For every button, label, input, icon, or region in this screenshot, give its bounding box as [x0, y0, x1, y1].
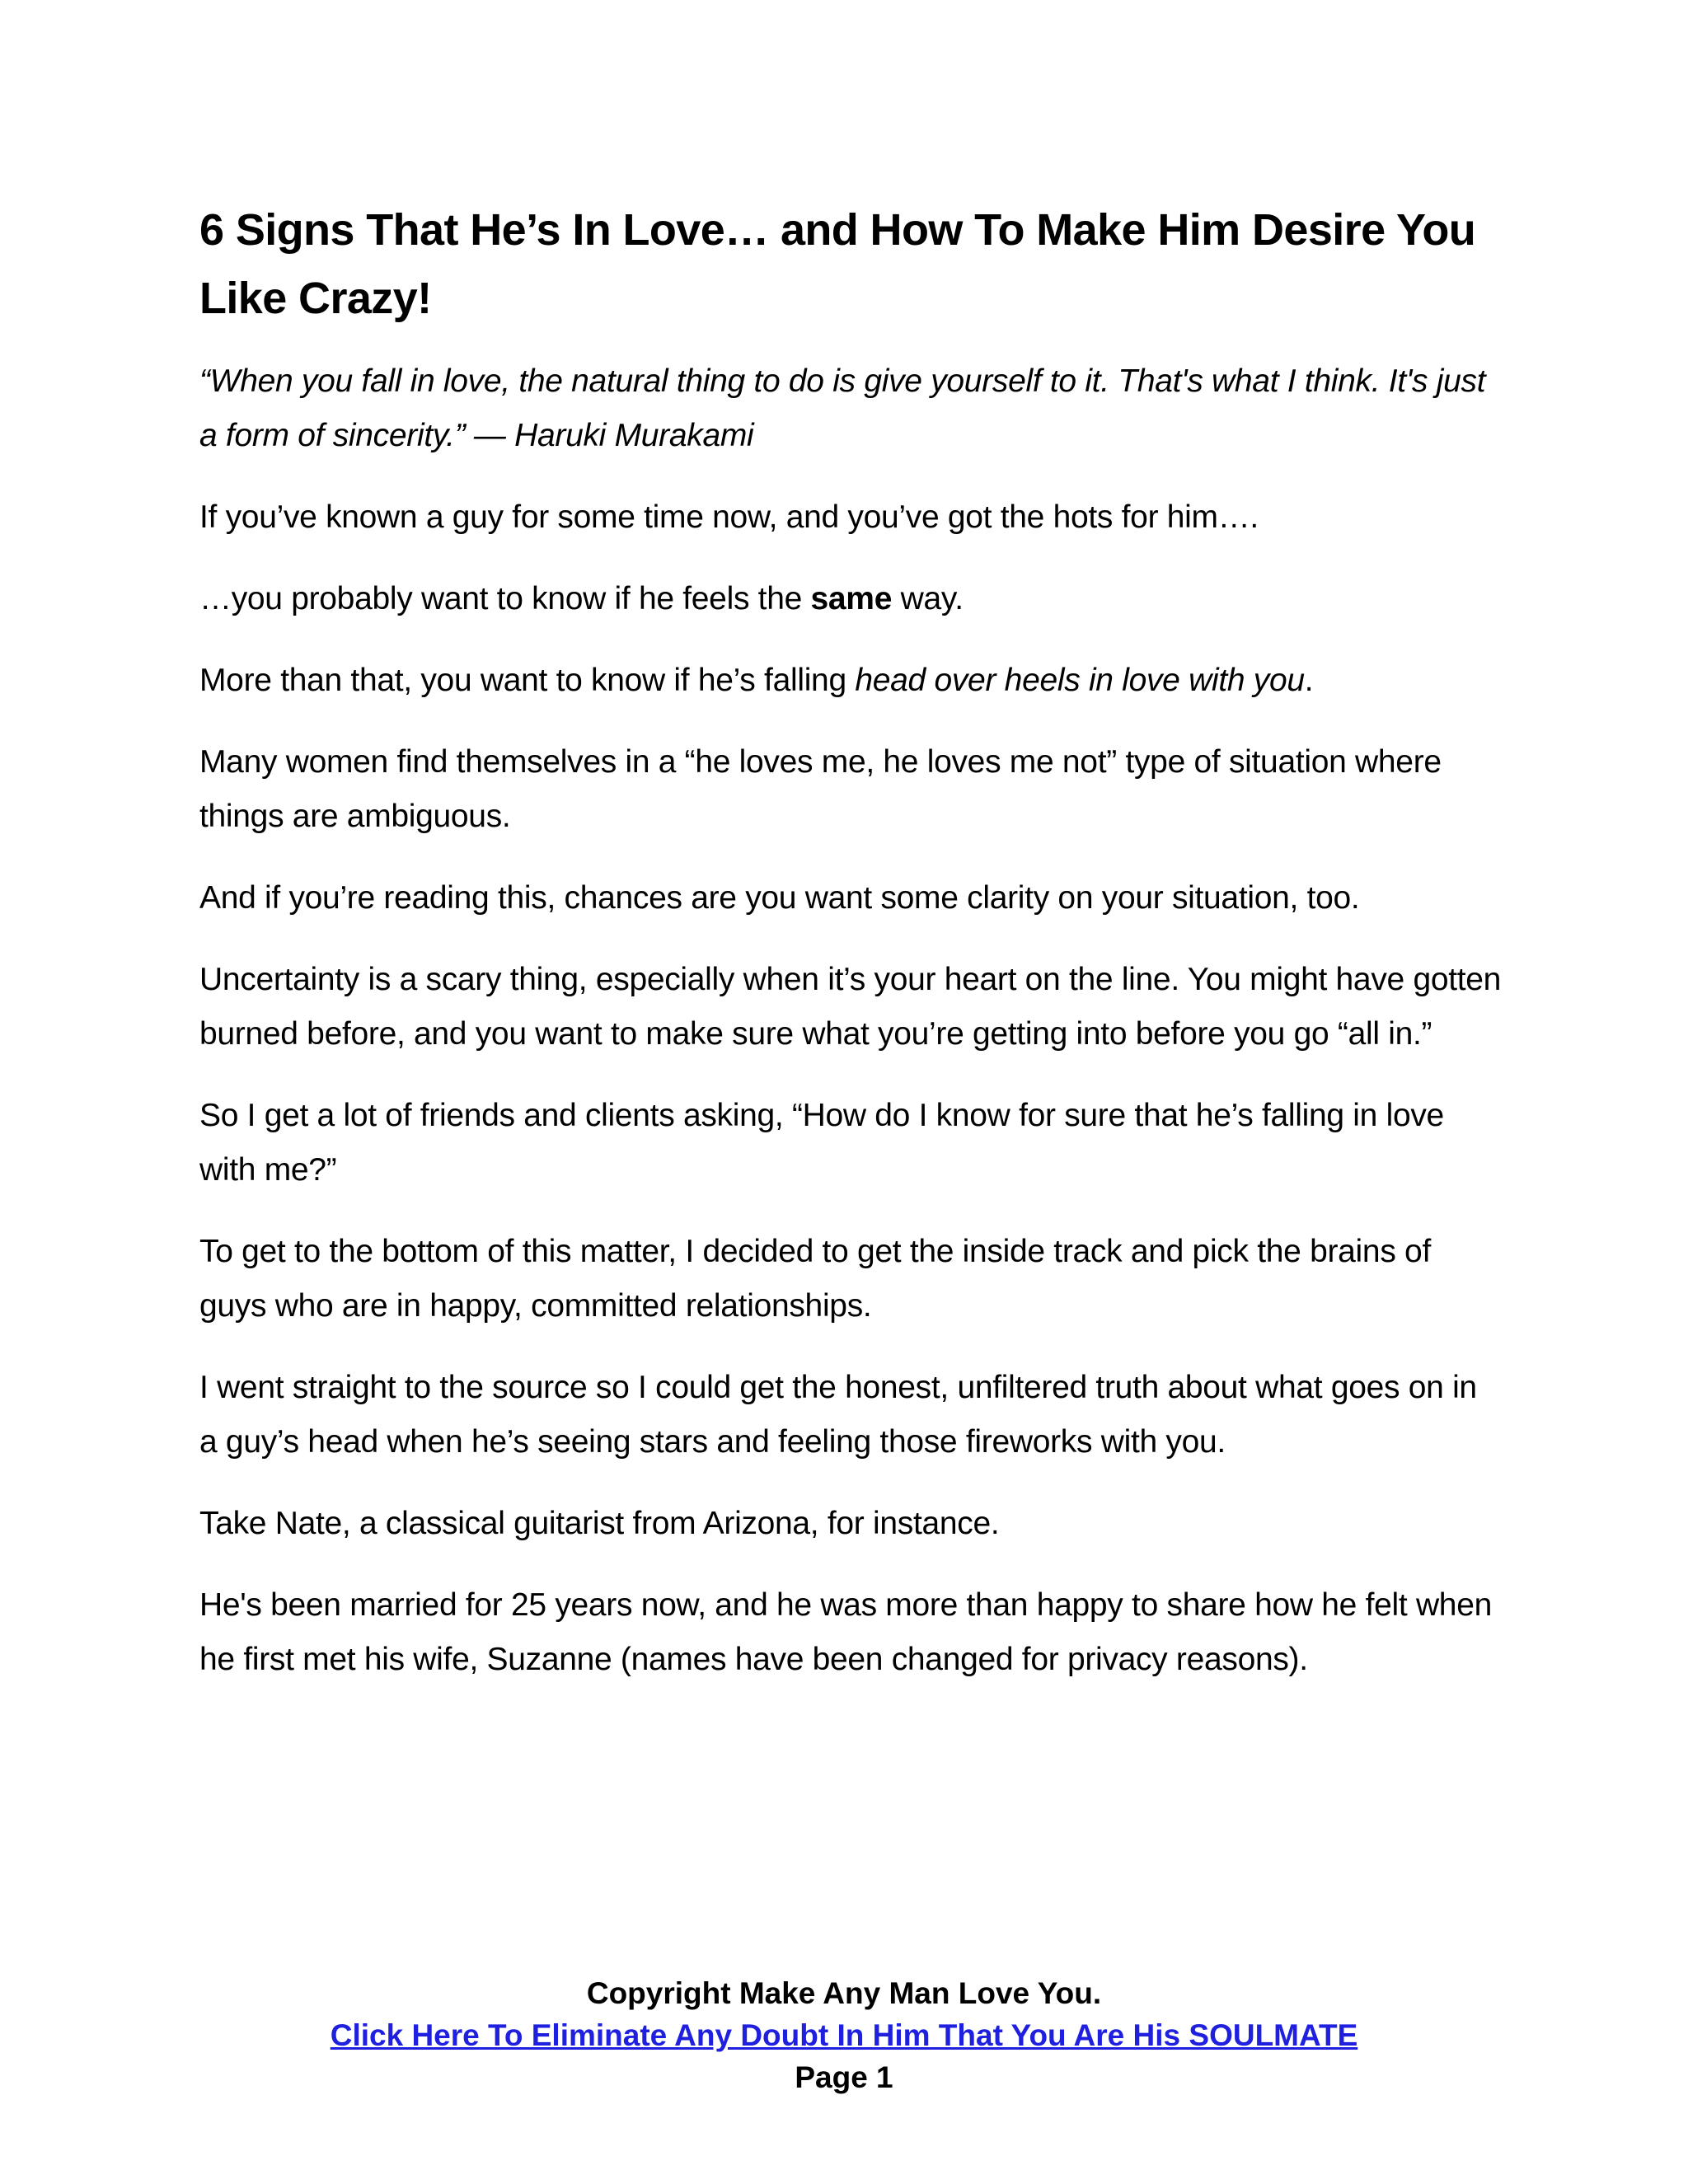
paragraph-5: And if you’re reading this, chances are you want some clarity on your situation, too.	[199, 880, 1360, 916]
paragraph-2-text-a: …you probably want to know if he feels the	[199, 581, 811, 616]
document-title: 6 Signs That He’s In Love… and How To Make Him Desire You Like Crazy!	[199, 205, 1476, 323]
paragraph-3	[199, 654, 1502, 708]
paragraph-1: If you’ve known a guy for some time now, and you’ve got the hots for him….	[199, 499, 1259, 535]
paragraph-11: He's been married for 25 years now, and he was more than happy to share how he felt when he first met his wife, Suzanne (names have been changed for privacy reasons).	[199, 1587, 1492, 1677]
soulmate-link[interactable]: Click Here To Eliminate Any Doubt In Him That You Are His SOULMATE	[330, 2018, 1358, 2052]
paragraph-7: So I get a lot of friends and clients asking, “How do I know for sure that he’s falling in love with me?”	[199, 1098, 1444, 1188]
paragraph-2-bold: same	[810, 581, 893, 616]
page-footer	[0, 1972, 1688, 2098]
paragraph-2	[199, 572, 1502, 626]
document-body	[199, 196, 1502, 1687]
paragraph-8: To get to the bottom of this matter, I decided to get the inside track and pick the brains of guys who are in happy, committed relationships.	[199, 1234, 1431, 1324]
paragraph-6: Uncertainty is a scary thing, especially when it’s your heart on the line. You might have gotten burned before, and you want to make sure what you’re getting into before you go “all in.”	[199, 962, 1502, 1052]
paragraph-3-italic: head over heels in love with you	[855, 663, 1305, 698]
paragraph-4: Many women find themselves in a “he loves me, he loves me not” type of situation where things are ambiguous.	[199, 744, 1442, 834]
paragraph-2-text-b: way.	[892, 581, 964, 616]
paragraph-10: Take Nate, a classical guitarist from Arizona, for instance.	[199, 1506, 1000, 1541]
opening-quote: “When you fall in love, the natural thing to do is give yourself to it. That's what I think. It's just a form of sincerity.” — Haruki Murakami	[199, 363, 1486, 453]
soulmate-link-line	[0, 2014, 1688, 2056]
paragraph-3-text-a: More than that, you want to know if he’s falling	[199, 663, 856, 698]
paragraph-3-text-b: .	[1304, 663, 1314, 698]
page-number: Page 1	[795, 2060, 893, 2094]
copyright-notice: Copyright Make Any Man Love You.	[586, 1976, 1102, 2010]
paragraph-9: I went straight to the source so I could get the honest, unfiltered truth about what goes on in a guy’s head when he’s seeing stars and feeling those fireworks with you.	[199, 1370, 1477, 1460]
